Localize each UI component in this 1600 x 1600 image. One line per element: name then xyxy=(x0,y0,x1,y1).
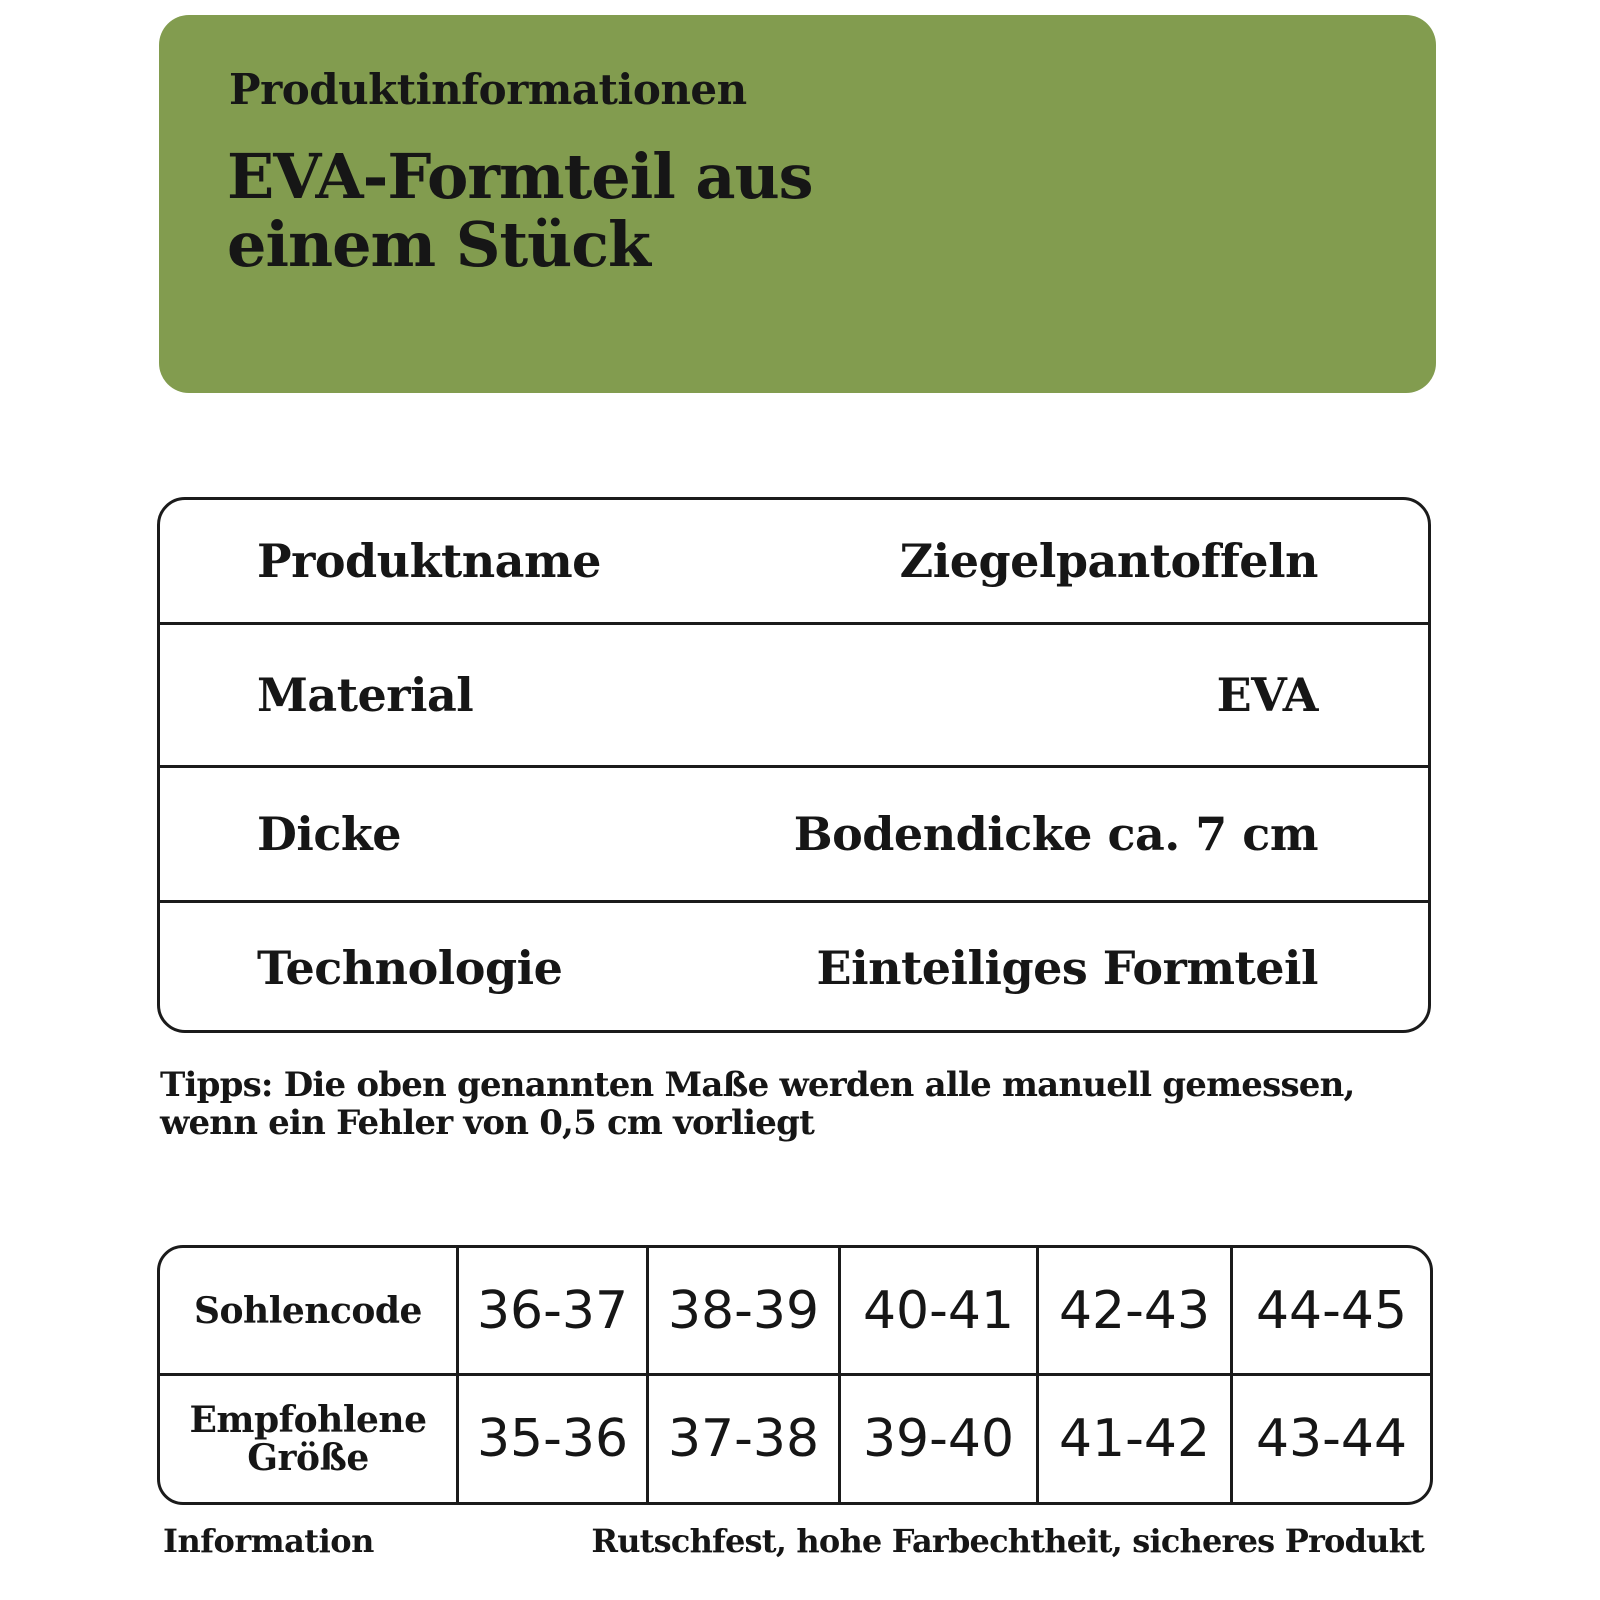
size-header-sohlencode: Sohlencode xyxy=(160,1248,459,1376)
size-cell: 43-44 xyxy=(1255,1409,1408,1469)
size-header-line-2: Größe xyxy=(247,1437,369,1479)
banner-headline xyxy=(227,140,813,281)
spec-row-dicke xyxy=(160,768,1428,903)
size-cell: 39-40 xyxy=(841,1376,1039,1502)
spec-value: Einteiliges Formteil xyxy=(816,941,1318,995)
headline-line-1: EVA-Formteil aus xyxy=(227,140,813,213)
spec-row-material xyxy=(160,625,1428,768)
spec-label: Material xyxy=(257,668,474,722)
size-cell: 42-43 xyxy=(1039,1248,1233,1376)
spec-table xyxy=(157,497,1431,1033)
banner-kicker: Produktinformationen xyxy=(229,65,747,114)
spec-row-produktname xyxy=(160,500,1428,625)
spec-value: Ziegelpantoffeln xyxy=(899,534,1318,588)
size-header-line-1: Empfohlene xyxy=(189,1399,427,1441)
size-cell: 37-38 xyxy=(649,1376,841,1502)
size-cell: 35-36 xyxy=(459,1376,649,1502)
spec-label: Produktname xyxy=(257,534,601,588)
size-cell: 44-45 xyxy=(1233,1248,1430,1376)
size-header-empfohlene-groesse xyxy=(160,1376,459,1502)
size-table xyxy=(157,1245,1433,1505)
size-cell: 40-41 xyxy=(841,1248,1039,1376)
size-cell: 41-42 xyxy=(1039,1376,1233,1502)
spec-row-technologie xyxy=(160,903,1428,1033)
spec-value: Bodendicke ca. 7 cm xyxy=(793,807,1318,861)
tip-note: Tipps: Die oben genannten Maße werden alle manuell gemessen, wenn ein Fehler von 0,5 cm vorliegt xyxy=(160,1065,1355,1143)
spec-value: EVA xyxy=(1216,668,1318,722)
size-cell: 36-37 xyxy=(459,1248,649,1376)
spec-label: Technologie xyxy=(257,941,563,995)
header-banner xyxy=(159,15,1436,393)
spec-label: Dicke xyxy=(257,807,402,861)
headline-line-2: einem Stück xyxy=(227,208,650,281)
size-cell: 38-39 xyxy=(649,1248,841,1376)
footer-label: Information xyxy=(163,1522,374,1560)
footer-value: Rutschfest, hohe Farbechtheit, sicheres Produkt xyxy=(591,1522,1424,1560)
